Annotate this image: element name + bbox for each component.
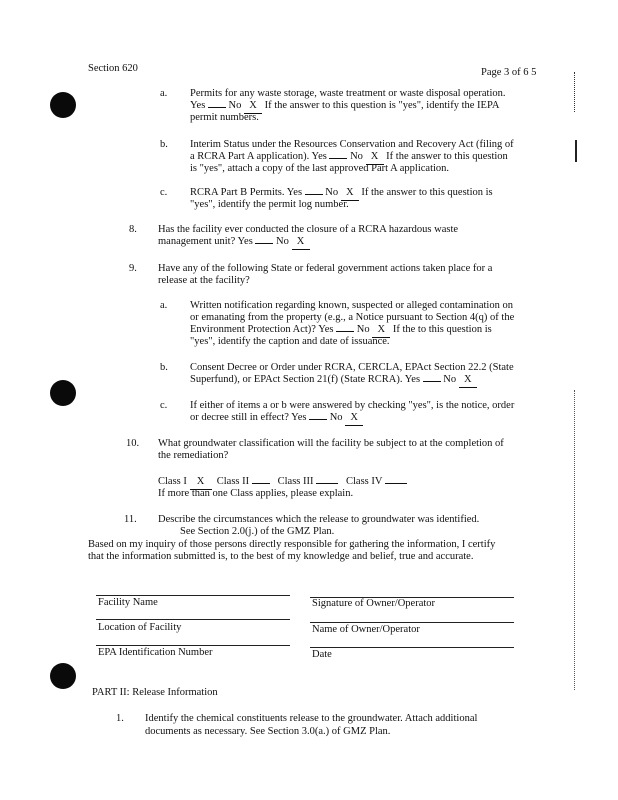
class-2-checkbox[interactable] xyxy=(252,483,270,484)
no-label: No xyxy=(325,187,339,198)
section-number: Section 620 xyxy=(88,63,138,74)
punch-hole-bottom xyxy=(50,663,76,689)
part-2-item-1-number: 1. xyxy=(116,713,124,724)
location-line[interactable] xyxy=(96,619,290,620)
yes-checkbox[interactable] xyxy=(329,158,347,159)
item-10-number: 10. xyxy=(126,438,140,449)
item-9b-text: Superfund), or EPAct Section 21(f) (State RCRA). xyxy=(190,374,403,385)
epa-id-label: EPA Identification Number xyxy=(98,647,213,658)
revision-bar xyxy=(574,390,576,690)
no-checkbox[interactable]: X xyxy=(366,151,384,165)
yes-label: Yes xyxy=(291,412,307,423)
item-9-text: Have any of the following State or federal government actions taken place for a xyxy=(158,263,493,274)
item-7b-label: b. xyxy=(160,139,168,150)
owner-name-line[interactable] xyxy=(310,622,514,623)
item-9a-text: "yes", identify the caption and date of issuance. xyxy=(190,336,390,347)
no-label: No xyxy=(329,412,343,423)
yes-checkbox[interactable] xyxy=(208,107,226,108)
no-label: No xyxy=(443,374,457,385)
yes-label: Yes xyxy=(311,151,327,162)
certification-text: that the information submitted is, to the best of my knowledge and belief, true and accurate. xyxy=(88,551,474,562)
item-9-text: release at the facility? xyxy=(158,275,250,286)
item-9c-label: c. xyxy=(160,400,168,411)
item-7b-text: Interim Status under the Resources Conservation and Recovery Act (filing of xyxy=(190,139,514,150)
location-label: Location of Facility xyxy=(98,622,182,633)
no-checkbox[interactable]: X xyxy=(341,187,359,201)
certification-text: Based on my inquiry of those persons directly responsible for gathering the information, I certify xyxy=(88,539,496,550)
item-9-number: 9. xyxy=(129,263,137,274)
epa-id-line[interactable] xyxy=(96,645,290,646)
punch-hole-middle xyxy=(50,380,76,406)
item-9a-text: or emanating from the property (e.g., a Notice pursuant to Section 4(q) of the xyxy=(190,312,515,323)
revision-bar xyxy=(574,72,576,112)
item-8-answer-line xyxy=(158,236,310,250)
owner-name-label: Name of Owner/Operator xyxy=(312,624,420,635)
no-label: No xyxy=(350,151,363,162)
page-number: Page 3 of 6 5 xyxy=(481,67,537,78)
item-8-text: management unit? xyxy=(158,236,236,247)
item-7a-instruction: If the answer to this question is "yes", identify the IEPA xyxy=(264,100,500,111)
class-3-checkbox[interactable] xyxy=(316,483,338,484)
yes-label: Yes xyxy=(318,324,334,335)
item-11-number: 11. xyxy=(124,514,137,525)
item-7c-text: RCRA Part B Permits. xyxy=(190,187,285,198)
class-3-label: Class III xyxy=(277,476,314,487)
yes-checkbox[interactable] xyxy=(255,243,273,244)
item-11-text: See Section 2.0(j.) of the GMZ Plan. xyxy=(180,526,335,537)
no-checkbox[interactable]: X xyxy=(459,374,477,388)
yes-label: Yes xyxy=(404,374,421,385)
part-2-item-1-text: Identify the chemical constituents release to the groundwater. Attach additional xyxy=(145,713,478,724)
facility-name-line[interactable] xyxy=(96,595,290,596)
item-7c-label: c. xyxy=(160,187,168,198)
no-checkbox[interactable]: X xyxy=(372,324,390,338)
date-line[interactable] xyxy=(310,647,514,648)
yes-label: Yes xyxy=(237,236,253,247)
part-2-heading: PART II: Release Information xyxy=(92,687,218,698)
item-7a-text: permit numbers. xyxy=(190,112,259,123)
date-label: Date xyxy=(312,649,332,660)
item-9a-label: a. xyxy=(160,300,168,311)
class-4-label: Class IV xyxy=(346,476,383,487)
revision-bar xyxy=(575,140,577,162)
item-9c-text: If either of items a or b were answered by checking "yes", is the notice, order xyxy=(190,400,515,411)
no-checkbox[interactable]: X xyxy=(345,412,363,426)
item-7c-text: "yes", identify the permit log number. xyxy=(190,199,349,210)
item-10-text: What groundwater classification will the facility be subject to at the completion of xyxy=(158,438,504,449)
item-7b-instruction: If the answer to this question xyxy=(386,151,508,162)
facility-name-label: Facility Name xyxy=(98,597,158,608)
class-1-label: Class I xyxy=(158,476,187,487)
item-9b-text: Consent Decree or Order under RCRA, CERCLA, EPAct Section 22.2 (State xyxy=(190,362,514,373)
signature-label: Signature of Owner/Operator xyxy=(312,598,436,609)
class-4-checkbox[interactable] xyxy=(385,483,407,484)
no-checkbox[interactable]: X xyxy=(292,236,310,250)
yes-checkbox[interactable] xyxy=(309,419,327,420)
item-9c-answer-line xyxy=(190,412,363,426)
item-10-text: the remediation? xyxy=(158,450,229,461)
no-label: No xyxy=(356,324,370,335)
item-9b-answer-line xyxy=(190,374,477,388)
item-7a-label: a. xyxy=(160,88,168,99)
item-9a-instruction: If the to this question is xyxy=(392,324,492,335)
item-7a-text: Permits for any waste storage, waste treatment or waste disposal operation. xyxy=(190,88,506,99)
part-2-item-1-text: documents as necessary. See Section 3.0(a.) of GMZ Plan. xyxy=(145,726,391,737)
item-9a-text: Written notification regarding known, suspected or alleged contamination on xyxy=(190,300,513,311)
item-11-text: Describe the circumstances which the release to groundwater was identified. xyxy=(158,514,480,525)
item-9b-label: b. xyxy=(160,362,168,373)
no-label: No xyxy=(228,100,242,111)
item-7b-text: a RCRA Part A application). xyxy=(190,151,310,162)
class-2-label: Class II xyxy=(216,476,250,487)
yes-checkbox[interactable] xyxy=(305,194,323,195)
item-8-number: 8. xyxy=(129,224,137,235)
item-10-note: If more than one Class applies, please explain. xyxy=(158,488,354,499)
item-9c-text: or decree still in effect? xyxy=(190,412,289,423)
no-label: No xyxy=(276,236,289,247)
yes-label: Yes xyxy=(286,187,303,198)
item-9a-text: Environment Protection Act)? xyxy=(190,324,316,335)
item-7c-instruction: If the answer to this question is xyxy=(361,187,493,198)
item-7b-text: is "yes", attach a copy of the last approved Part A application. xyxy=(190,163,450,174)
class-1-checkbox[interactable]: X xyxy=(190,476,212,490)
yes-checkbox[interactable] xyxy=(423,381,441,382)
item-8-text: Has the facility ever conducted the closure of a RCRA hazardous waste xyxy=(158,224,459,235)
punch-hole-top xyxy=(50,92,76,118)
yes-checkbox[interactable] xyxy=(336,331,354,332)
yes-label: Yes xyxy=(190,100,206,111)
no-checkbox[interactable]: X xyxy=(244,100,262,114)
